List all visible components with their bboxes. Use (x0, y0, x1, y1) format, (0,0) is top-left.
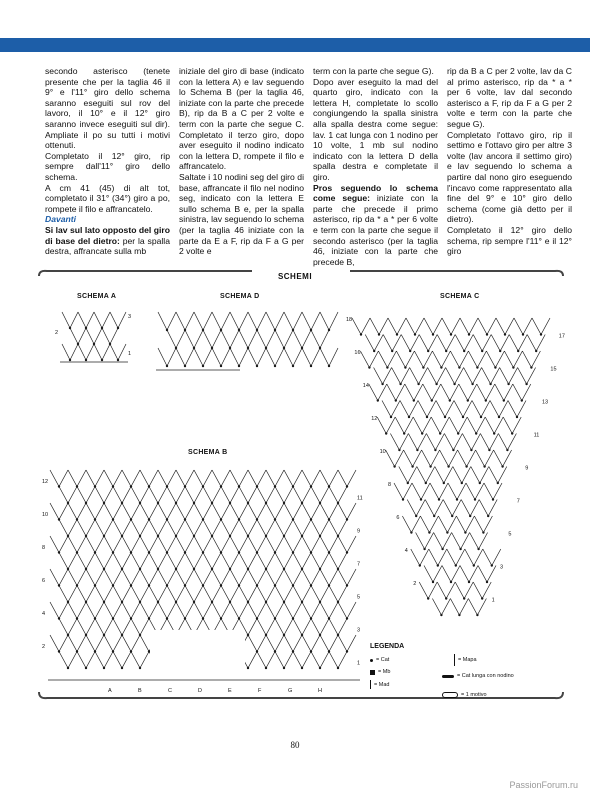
paragraph: term con la parte che segue G). (313, 66, 434, 76)
row-number: 2 (42, 644, 46, 650)
lattice-row (59, 586, 347, 603)
row-number: 6 (42, 578, 46, 584)
row-number: 1 (357, 660, 361, 667)
legend-item-mapa: = Mapa (454, 654, 477, 666)
double-crochet-icon (454, 654, 455, 666)
stitch-letter: F (258, 688, 262, 694)
row-number: 9 (357, 528, 361, 535)
row-number: 6 (396, 515, 400, 521)
lattice-row (50, 470, 356, 487)
stitch-letter: H (318, 688, 322, 694)
lattice-row (360, 351, 540, 368)
schema-a-label: SCHEMA A (77, 293, 117, 300)
row-number: 11 (357, 495, 363, 502)
paragraph: secondo asterisco (tenete presente che per la taglia 46 il 9° e l'11° giro dello schema saranno eseguiti sul rov del lavoro, il 10° e il 12° giro saranno invece eseguiti sul dir). Ampliate il po su tutti i motivi ottenuti. (45, 66, 170, 151)
lattice-row (62, 312, 126, 328)
legend-item-cat: = Cat (370, 657, 389, 663)
lattice-row (50, 503, 356, 520)
paragraph: rip da B a C per 2 volte, lav da C al primo asterisco, rip da * a * per 6 volte, lav dal secondo asterisco a F, rip da F a G per 2 volte e term con la parte che segue G). (447, 66, 572, 129)
lattice-row (394, 483, 502, 500)
row-number: 1 (491, 597, 495, 604)
section-heading-davanti: Davanti (45, 214, 77, 225)
stitch-letter: C (168, 688, 172, 694)
lattice-row (70, 328, 118, 344)
row-number: 14 (362, 383, 369, 389)
row-number: 10 (42, 512, 49, 518)
stitch-letter: D (198, 688, 202, 694)
schema-b-label: SCHEMA B (188, 449, 228, 456)
lattice-row (411, 549, 501, 566)
lattice-row (402, 516, 492, 533)
legend-item-mb: = Mb (370, 669, 390, 675)
row-number: 5 (508, 531, 512, 538)
row-number: 2 (55, 330, 59, 336)
row-number: 17 (558, 333, 565, 340)
schema-d-label: SCHEMA D (220, 293, 260, 300)
watermark: PassionForum.ru (509, 780, 578, 790)
paragraph: A cm 41 (45) di alt tot, completato il 31° (34°) giro a po, rompete il filo e affrancatelo. (45, 182, 170, 214)
paragraph: Completato il 12° giro, rip sempre dall'11° giro dello schema. (45, 150, 170, 182)
row-number: 9 (525, 465, 529, 472)
lattice-row (374, 368, 536, 385)
row-number: 13 (542, 399, 549, 406)
paragraph-text: iniziate con la parte che precede il primo asterisco, rip da * a * per 6 volte e term con la parte che segue il secondo asterisco (per la taglia 46, iniziate con la parte che precede B, (313, 193, 438, 267)
lattice-row (50, 536, 356, 553)
row-number: 3 (357, 627, 361, 634)
lattice-row (62, 344, 126, 360)
lattice-row (424, 566, 496, 583)
row-number: 4 (42, 611, 46, 617)
row-number: 18 (346, 317, 353, 323)
lattice-row (382, 401, 526, 418)
paragraph-text: per la spalla destra, affrancate sulla mb (45, 235, 170, 257)
schema-c-label: SCHEMA C (440, 293, 480, 300)
legend-item-cat-lunga: = Cat lunga con nodino (442, 673, 514, 679)
row-number: 1 (128, 351, 132, 357)
row-number: 8 (42, 545, 46, 551)
lattice-row (369, 384, 531, 401)
paragraph: iniziale del giro di base (indicato con la lettera A) e lav seguendo lo Schema B (per la taglia 46, iniziate con la parte che precede B), rip da B a C per 2 volte e term con la parte che segue C. Completato il terzo giro, dopo aver eseguito il nodino indicato con la lettera D, rompete il filo e affrancatelo. (179, 66, 304, 172)
row-number: 3 (500, 564, 504, 571)
row-number: 12 (371, 416, 378, 422)
lattice-row (432, 599, 486, 616)
row-number: 12 (42, 479, 49, 485)
legend-item-mad: = Mad (370, 680, 389, 689)
row-number: 5 (357, 594, 361, 601)
paragraph: Completato l'ottavo giro, rip il settimo e l'ottavo giro per altre 3 volte (lav ancora il settimo giro) e lav seguendo lo schema a partire dal nono giro eseguendo l'incavo come rappresentato alla fine del 9° e 10° giro dello schema (come già detto per il dietro). (447, 129, 572, 225)
row-number: 3 (128, 314, 132, 320)
lattice-row (158, 348, 338, 366)
row-number: 16 (354, 350, 361, 356)
lattice-row (407, 500, 497, 517)
stitch-letter: G (288, 688, 293, 694)
half-double-icon (370, 680, 371, 689)
bold-lead: Pros seguendo lo schema come segue: (313, 182, 438, 204)
lattice-row (416, 533, 488, 550)
stitch-letter: E (228, 688, 232, 694)
legend-title: LEGENDA (370, 643, 405, 650)
neck-opening (150, 630, 245, 675)
legend-item-motivo: = 1 motivo (442, 692, 487, 698)
row-number: 15 (550, 366, 557, 373)
schemi-title: SCHEMI (277, 272, 313, 281)
stitch-letter: A (108, 688, 112, 694)
paragraph: Completato il 12° giro dello schema, rip sempre l'11° e il 12° giro (447, 224, 572, 257)
lattice-row (59, 487, 347, 504)
page-number: 80 (290, 740, 300, 750)
lattice-row (352, 318, 550, 335)
lattice-row (167, 330, 329, 348)
paragraph: Dopo aver eseguito la mad del quarto giro, indicato con la lettera H, completate lo scollo congiungendo la spalla sinistra alla spalla destra come segue: lav. 1 cat lunga con 1 nodino per 10 volte, 1 mb sul nodino indicato con la lettera D della spalla destra e completate il giro. (313, 76, 438, 182)
row-number: 7 (357, 561, 361, 568)
row-number: 2 (413, 581, 417, 587)
lattice-row (59, 520, 347, 537)
lattice-row (386, 450, 512, 467)
long-chain-knot-icon (442, 675, 454, 678)
row-number: 4 (404, 548, 408, 554)
lattice-row (365, 335, 545, 352)
paragraph: Saltate i 10 nodini seg del giro di base, affrancate il filo nel nodino seg, indicato con la lettera E sullo schema B e, per la spalla sinistra, lav seguendo lo schema (per la taglia 46 iniziate con la parte da E a F, rip da F a G per 2 volte e (179, 171, 304, 257)
row-number: 11 (533, 432, 540, 439)
lattice-row (50, 602, 356, 619)
row-number: 10 (379, 449, 386, 455)
lattice-row (59, 553, 347, 570)
legend (362, 640, 542, 710)
lattice-row (158, 312, 338, 330)
lattice-row (399, 467, 507, 484)
lattice-row (419, 582, 491, 599)
stitch-letter: B (138, 688, 142, 694)
motif-icon (442, 692, 458, 698)
row-number: 7 (516, 498, 520, 505)
lattice-row (50, 569, 356, 586)
row-number: 8 (388, 482, 392, 488)
lattice-row (390, 434, 516, 451)
single-crochet-icon (370, 670, 375, 675)
lattice-row (377, 417, 521, 434)
bold-lead: Si lav sul lato opposto del giro di base del dietro: (45, 224, 170, 246)
chain-dot-icon (370, 659, 373, 662)
